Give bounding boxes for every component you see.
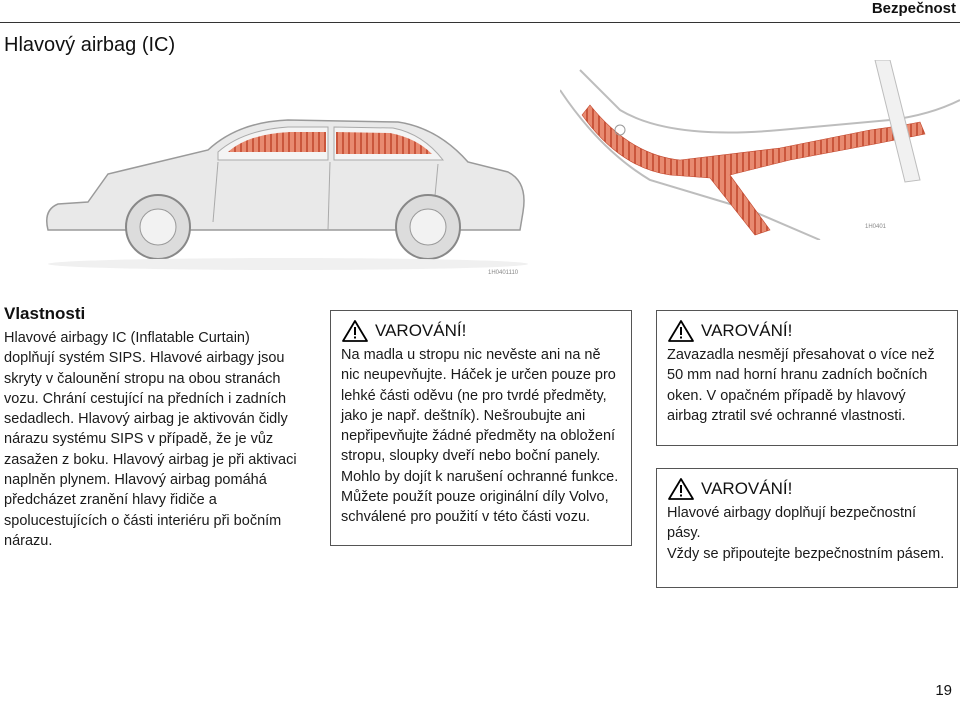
features-heading: Vlastnosti bbox=[4, 304, 86, 323]
figure-code: 1H0401 bbox=[865, 224, 887, 230]
warning-text: Hlavové airbagy doplňují bezpečnostní pásy. Vždy se připoutejte bezpečnostním pásem. bbox=[667, 505, 945, 562]
warning-heading bbox=[341, 319, 621, 343]
warning-heading bbox=[667, 477, 947, 501]
car-side-drawing bbox=[28, 92, 533, 282]
page-number: 19 bbox=[935, 682, 952, 699]
warning-triangle-icon bbox=[667, 319, 695, 343]
warning-triangle-icon bbox=[667, 477, 695, 501]
warning-heading bbox=[667, 319, 947, 343]
warning-box-luggage bbox=[656, 310, 958, 446]
interior-airbag-illustration bbox=[560, 60, 960, 240]
warning-box-seatbelts bbox=[656, 468, 958, 588]
warning-title: VAROVÁNÍ! bbox=[701, 479, 793, 498]
warning-box-handles bbox=[330, 310, 632, 546]
header-rule bbox=[0, 22, 960, 23]
warning-text: Zavazadla nesmějí přesahovat o více než 50 mm nad horní hranu zadních bočních oken. V opačném případě by hlavový airbag ztratil své ochranné vlastnosti. bbox=[667, 347, 935, 424]
warning-title: VAROVÁNÍ! bbox=[701, 321, 793, 340]
warning-triangle-icon bbox=[341, 319, 369, 343]
warning-title: VAROVÁNÍ! bbox=[375, 321, 467, 340]
car-side-illustration bbox=[28, 92, 533, 282]
interior-drawing bbox=[560, 60, 960, 240]
warning-text: Na madla u stropu nic nevěste ani na ně nic neupevňujte. Háček je určen pouze pro lehké části oděvu (ne pro tvrdé předměty, jako je např. deštník). Nešroubujte ani nepřipevňujte žádné předměty na obložení stropu, sloupky dveří nebo boční panely. Mohlo by dojít k narušení ochranné funkce. Můžete použít pouze originální díly Volvo, schválené pro použití v této části vozu. bbox=[341, 347, 619, 526]
section-title: Bezpečnost bbox=[871, 0, 956, 17]
page-title: Hlavový airbag (IC) bbox=[4, 34, 176, 56]
figure-code: 1H0401110 bbox=[488, 270, 519, 276]
features-paragraph: Hlavové airbagy IC (Inflatable Curtain) doplňují systém SIPS. Hlavové airbagy jsou skryty v čalounění stropu na obou stranách vozu. Chrání cestující na předních i zadních sedadlech. Hlavový airbag je aktivován čidly nárazu systému SIPS v případě, že je vůz zasažen z boku. Hlavový airbag je při aktivaci naplněn plynem. Hlavový airbag pomáhá předcházet zranění hlavy řidiče a spolucestujících o části interiéru při bočním nárazu. bbox=[4, 330, 297, 549]
